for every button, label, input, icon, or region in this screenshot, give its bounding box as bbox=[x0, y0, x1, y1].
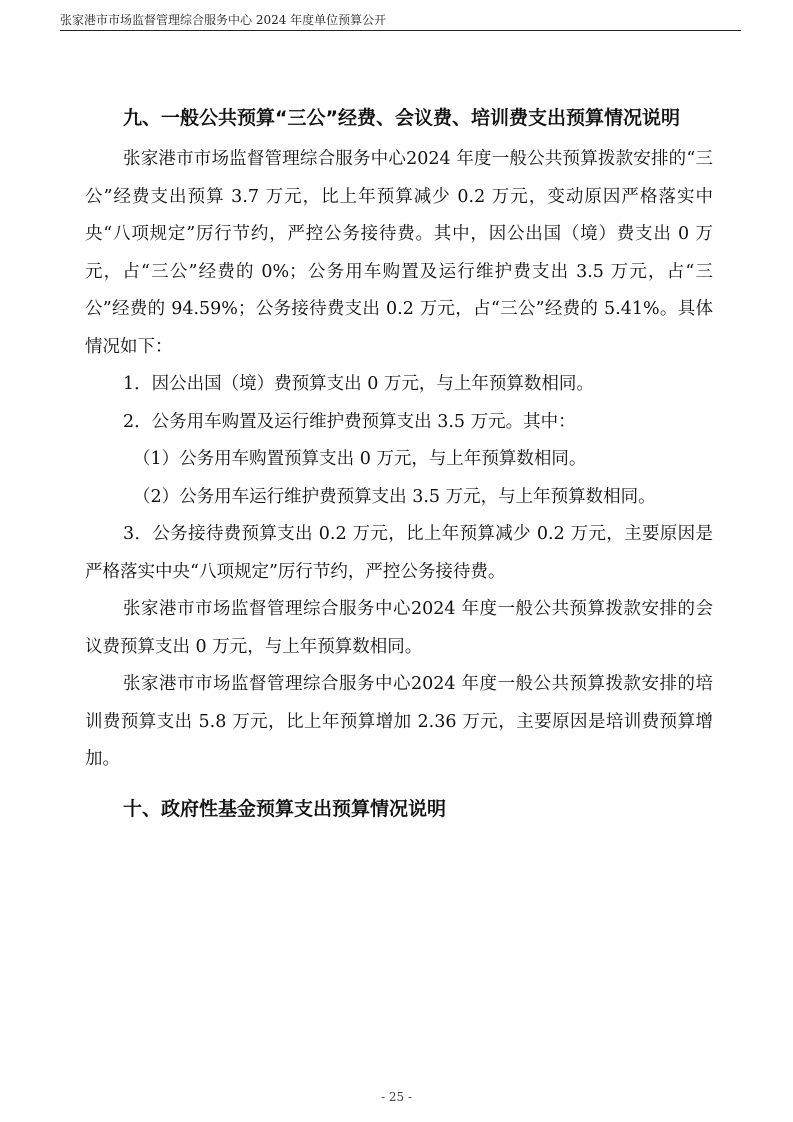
section-9-paragraph-three-public: 张家港市市场监督管理综合服务中心2024 年度一般公共预算拨款安排的“三公”经费支出预算 3.7 万元，比上年预算减少 0.2 万元，变动原因严格落实中央“八项规定”厉行节约，严控公务接待费。其中，因公出国（境）费支出 0 万元，占“三公”经费的 0%；公务用车购置及运行维护费支出 3.5 万元，占“三公”经费的 94.59%；公务接待费支出 0.2 万元，占“三公”经费的 5.41%。具体情况如下： bbox=[85, 149, 713, 357]
section-10-heading: 十、政府性基金预算支出预算情况说明 bbox=[123, 797, 447, 820]
item-2-2-vehicle-maintenance: （2）公务用车运行维护费预算支出 3.5 万元，与上年预算数相同。 bbox=[133, 486, 656, 507]
meeting-fee-paragraph: 张家港市市场监督管理综合服务中心2024 年度一般公共预算拨款安排的会议费预算支出 0 万元，与上年预算数相同。 bbox=[85, 599, 713, 657]
page-header bbox=[60, 4, 741, 31]
item-3-reception: 3．公务接待费预算支出 0.2 万元，比上年预算减少 0.2 万元，主要原因是严格落实中央“八项规定”厉行节约，严控公务接待费。 bbox=[85, 524, 713, 582]
section-9-heading: 九、一般公共预算“三公”经费、会议费、培训费支出预算情况说明 bbox=[123, 107, 680, 129]
item-1-overseas: 1．因公出国（境）费预算支出 0 万元，与上年预算数相同。 bbox=[123, 374, 594, 394]
document-body bbox=[85, 96, 713, 832]
training-fee-paragraph: 张家港市市场监督管理综合服务中心2024 年度一般公共预算拨款安排的培训费预算支出 5.8 万元，比上年预算增加 2.36 万元，主要原因是培训费预算增加。 bbox=[85, 674, 713, 769]
item-2-1-vehicle-purchase: （1）公务用车购置预算支出 0 万元，与上年预算数相同。 bbox=[133, 449, 587, 469]
page-number: - 25 - bbox=[380, 1090, 412, 1104]
item-2-vehicles: 2．公务用车购置及运行维护费预算支出 3.5 万元。其中： bbox=[123, 411, 576, 432]
header-title: 张家港市市场监督管理综合服务中心 2024 年度单位预算公开 bbox=[60, 13, 387, 27]
